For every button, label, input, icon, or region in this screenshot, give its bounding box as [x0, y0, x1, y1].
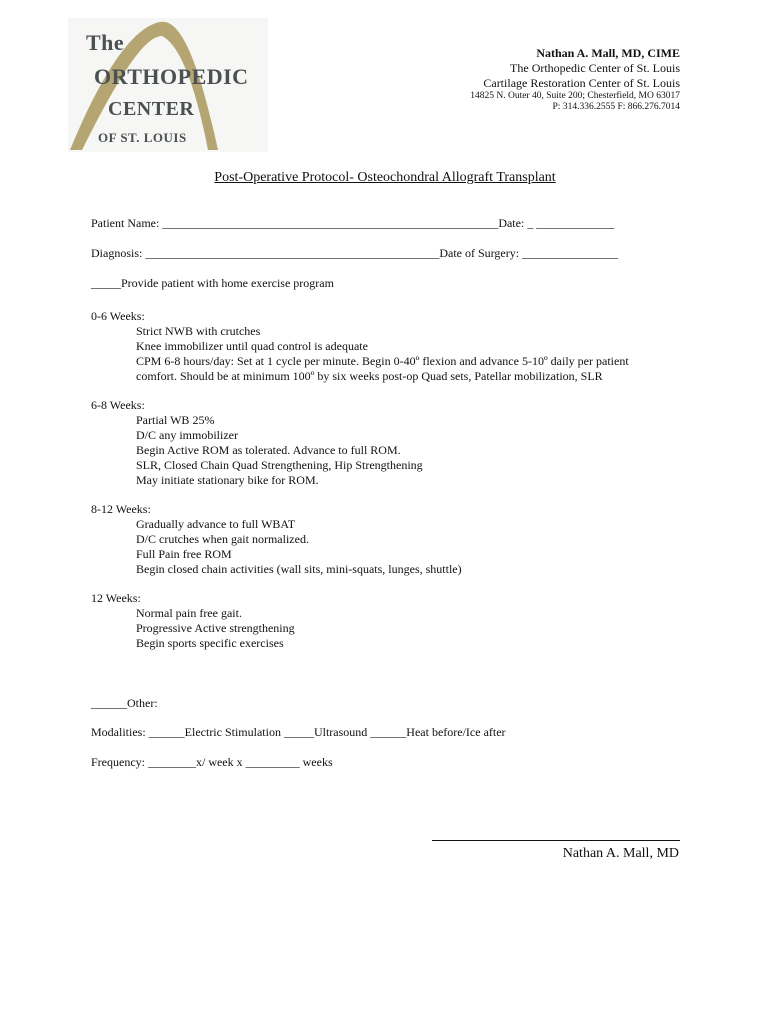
phase-heading: 8-12 Weeks: — [91, 502, 151, 516]
phase-heading: 6-8 Weeks: — [91, 398, 145, 412]
patient-name-date-line: Patient Name: ________________________________________________________Date: _ _____________ — [91, 216, 615, 230]
phase-heading: 12 Weeks: — [91, 591, 141, 605]
phase-item: D/C crutches when gait normalized. — [136, 532, 309, 546]
signature-line — [432, 828, 680, 841]
phase-item: May initiate stationary bike for ROM. — [136, 473, 319, 487]
phase-item: Begin Active ROM as tolerated. Advance to full ROM. — [136, 443, 401, 457]
org-line-2: Cartilage Restoration Center of St. Louis — [483, 76, 680, 90]
phase-item: Begin sports specific exercises — [136, 636, 284, 650]
address-line: 14825 N. Outer 40, Suite 200; Chesterfield, MO 63017 — [470, 91, 680, 101]
phase-item: CPM 6-8 hours/day: Set at 1 cycle per minute. Begin 0-40º flexion and advance 5-10º daily per patient — [136, 354, 629, 368]
phase-item: Progressive Active strengthening — [136, 621, 295, 635]
phase-item: Knee immobilizer until quad control is adequate — [136, 339, 368, 353]
phase-item: Full Pain free ROM — [136, 547, 232, 561]
logo-of-st-louis: OF ST. LOUIS — [98, 130, 187, 145]
phase-item: Partial WB 25% — [136, 413, 215, 427]
phase-item: Begin closed chain activities (wall sits, mini-squats, lunges, shuttle) — [136, 562, 462, 576]
home-exercise-line: _____Provide patient with home exercise program — [91, 276, 334, 290]
phase-item: Strict NWB with crutches — [136, 324, 261, 338]
practice-header — [470, 46, 680, 113]
phase-item: SLR, Closed Chain Quad Strengthening, Hip Strengthening — [136, 458, 423, 472]
logo-orthopedic: ORTHOPEDIC — [94, 64, 249, 89]
frequency-line: Frequency: ________x/ week x _________ weeks — [91, 755, 333, 769]
document-title: Post-Operative Protocol- Osteochondral Allograft Transplant — [214, 170, 556, 185]
diagnosis-surgery-date-line: Diagnosis: _________________________________________________Date of Surgery: ________________ — [91, 246, 619, 260]
other-line: ______Other: — [91, 696, 158, 710]
doctor-name: Nathan A. Mall, MD, CIME — [536, 46, 680, 60]
org-line-1: The Orthopedic Center of St. Louis — [510, 61, 680, 75]
modalities-line: Modalities: ______Electric Stimulation _____Ultrasound ______Heat before/Ice after — [91, 725, 506, 739]
signature-name: Nathan A. Mall, MD — [562, 846, 679, 861]
phase-item: comfort. Should be at minimum 100º by six weeks post-op Quad sets, Patellar mobilization, SLR — [136, 369, 603, 383]
phone-fax-line: P: 314.336.2555 F: 866.276.7014 — [552, 102, 680, 112]
phase-item: D/C any immobilizer — [136, 428, 238, 442]
logo-center: CENTER — [108, 98, 195, 120]
orthopedic-center-logo — [68, 18, 268, 152]
phase-heading: 0-6 Weeks: — [91, 309, 145, 323]
logo-the: The — [86, 30, 125, 55]
phase-item: Gradually advance to full WBAT — [136, 517, 296, 531]
phase-item: Normal pain free gait. — [136, 606, 242, 620]
